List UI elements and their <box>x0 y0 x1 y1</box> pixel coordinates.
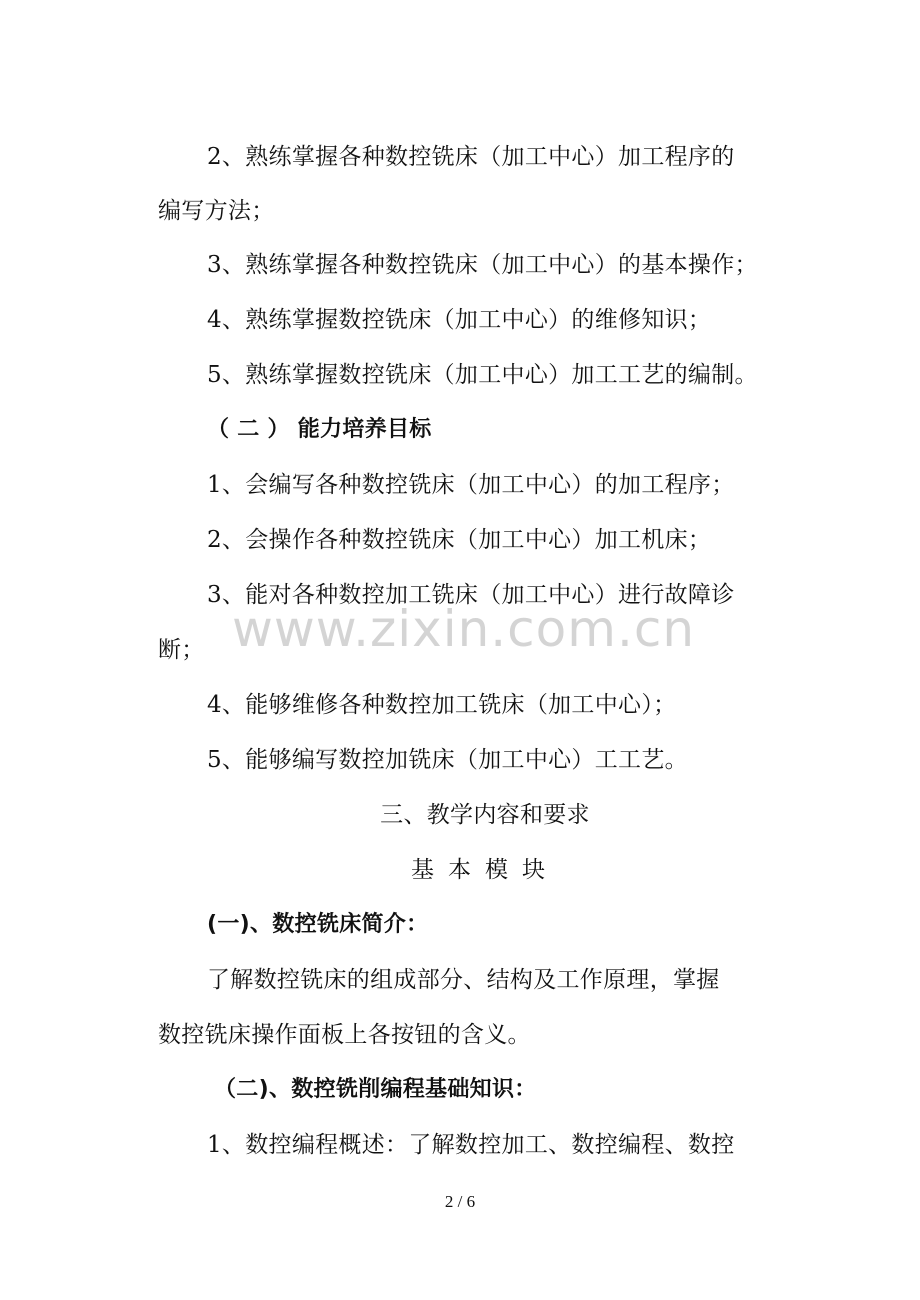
ability-item-5: 5、能够编写数控加铣床（加工中心）工工艺。 <box>207 747 688 773</box>
subsection-two-heading: （二)、数控铣削编程基础知识： <box>214 1077 537 1102</box>
subsection-one-text-continued: 数控铣床操作面板上各按钮的含义。 <box>158 1022 531 1048</box>
ability-item-3: 3、能对各种数控加工铣床（加工中心）进行故障诊 <box>207 582 735 608</box>
knowledge-item-4: 4、熟练掌握数控铣床（加工中心）的维修知识； <box>207 307 712 333</box>
ability-item-4: 4、能够维修各种数控加工铣床（加工中心）； <box>207 692 677 718</box>
subsection-two-item-1: 1、数控编程概述：了解数控加工、数控编程、数控 <box>207 1132 735 1158</box>
section-three-heading: 三、教学内容和要求 <box>380 802 590 828</box>
watermark: www.zixin.com.cn <box>232 600 696 658</box>
knowledge-item-2: 2、熟练掌握各种数控铣床（加工中心）加工程序的 <box>207 144 735 170</box>
knowledge-item-2-continued: 编写方法； <box>158 198 275 224</box>
subsection-one-heading: (一)、数控铣床简介： <box>207 912 429 937</box>
page-number: 2 / 6 <box>444 1192 476 1211</box>
ability-item-3-continued: 断； <box>158 637 205 663</box>
knowledge-item-5: 5、熟练掌握数控铣床（加工中心）加工工艺的编制。 <box>207 362 758 388</box>
ability-item-2: 2、会操作各种数控铣床（加工中心）加工机床； <box>207 527 712 553</box>
subsection-one-text: 了解数控铣床的组成部分、结构及工作原理，掌握 <box>207 967 720 993</box>
ability-goals-heading: （ 二 ） 能力培养目标 <box>207 417 432 442</box>
basic-module-heading: 基本模块 <box>411 857 559 883</box>
knowledge-item-3: 3、熟练掌握各种数控铣床（加工中心）的基本操作； <box>207 252 758 278</box>
ability-item-1: 1、会编写各种数控铣床（加工中心）的加工程序； <box>207 472 735 498</box>
